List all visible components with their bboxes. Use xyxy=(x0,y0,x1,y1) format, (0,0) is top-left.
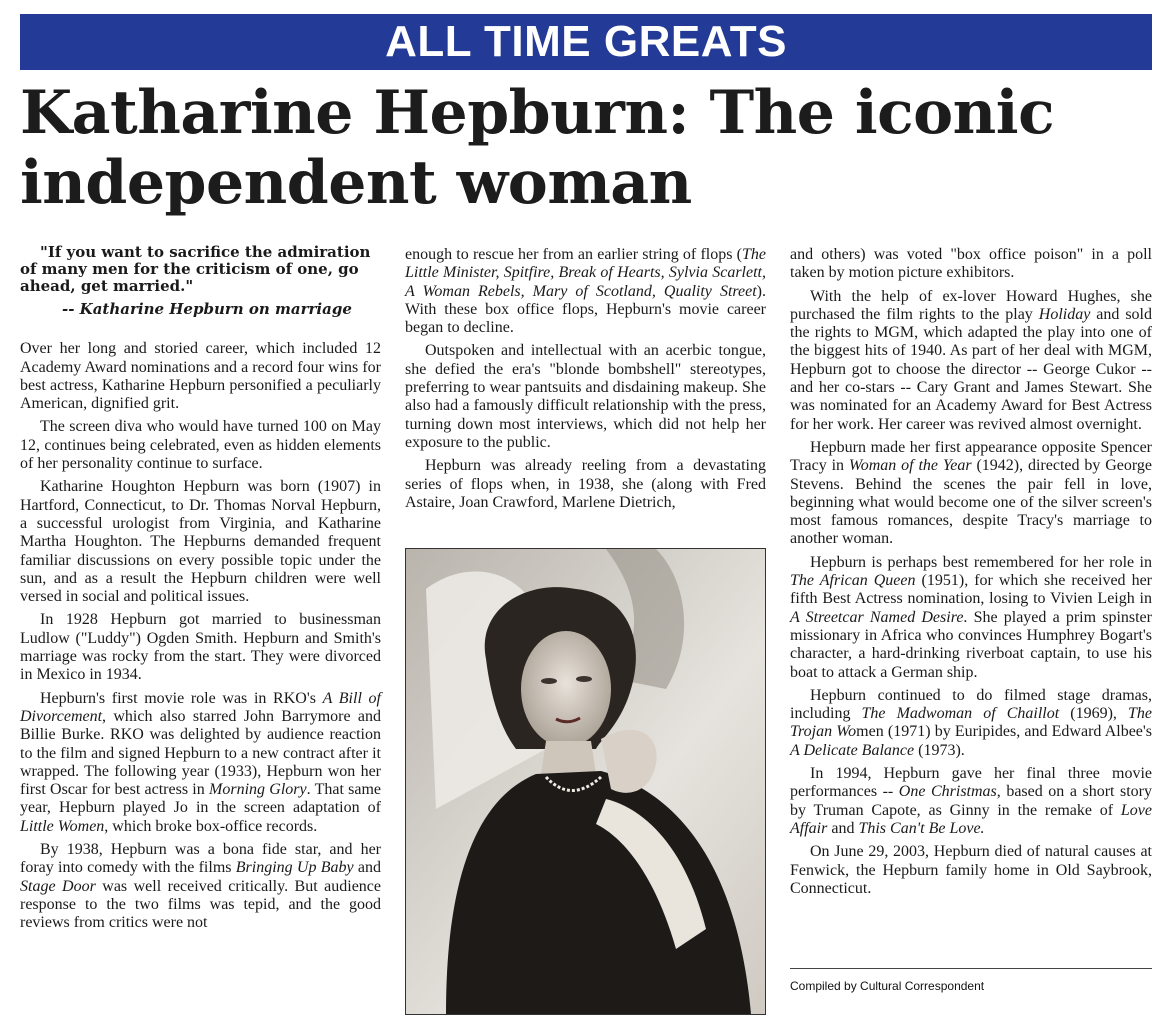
paragraph: With the help of ex-lover Howard Hughes, she purchased the film rights to the play Holiday and sold the rights to MGM, which adapted the play into one of the biggest hits of 1940. As part of her deal with MGM, Hepburn got to choose the director -- George Cukor -- and her co-stars -- Cary Grant and James Stewart. She was nominated for an Academy Award for Best Actress for her work. Her career was revived almost overnight. xyxy=(790,287,1152,433)
section-banner: ALL TIME GREATS xyxy=(20,14,1152,70)
paragraph: By 1938, Hepburn was a bona fide star, and her foray into comedy with the films Bringing Up Baby and Stage Door was well received critically. But audience response to the two films was tepid, and the good reviews from critics were not xyxy=(20,841,381,932)
article-column-1 xyxy=(20,244,381,938)
portrait-illustration xyxy=(406,549,765,1014)
paragraph: and others) was voted "box office poison" in a poll taken by motion picture exhibitors. xyxy=(790,246,1152,282)
paragraph: Over her long and storied career, which included 12 Academy Award nominations and a record four wins for best actress, Katharine Hepburn personified a peculiarly American, dignified grit. xyxy=(20,340,381,413)
paragraph: Hepburn's first movie role was in RKO's A Bill of Divorcement, which also starred John Barrymore and Billie Burke. RKO was delighted by audience reaction to the film and signed Hepburn to a new contract after it wrapped. The following year (1933), Hepburn won her first Oscar for best actress in Morning Glory. That same year, Hepburn played Jo in the screen adaptation of Little Women, which broke box-office records. xyxy=(20,689,382,835)
byline-credit: Compiled by Cultural Correspondent xyxy=(790,979,985,993)
paragraph: Hepburn is perhaps best remembered for her role in The African Queen (1951), for which she received her fifth Best Actress nomination, losing to Vivien Leigh in A Streetcar Named Desire. She played a prim spinster missionary in Africa who convinces Humphrey Bogart's character, a hard-drinking riverboat captain, to use his boat to attack a German ship. xyxy=(790,553,1152,681)
paragraph: Katharine Houghton Hepburn was born (1907) in Hartford, Connecticut, to Dr. Thomas Norval Hepburn, a successful urologist from Virginia, and Katharine Martha Houghton. The Hepburns demanded frequent familiar discussions on every possible topic under the sun, and as a result the Hepburn children were well versed in social and political issues. xyxy=(20,478,381,606)
credit-divider xyxy=(790,968,1152,969)
paragraph: Hepburn made her first appearance opposite Spencer Tracy in Woman of the Year (1942), directed by George Stevens. Behind the scenes the pair fell in love, beginning what would become one of the silver screen's most famous romances, despite Tracy's marriage to another woman. xyxy=(790,438,1152,548)
pull-quote: "If you want to sacrifice the admiration of many men for the criticism of one, go ahead, get married." xyxy=(20,243,371,295)
paragraph: In 1994, Hepburn gave her final three movie performances -- One Christmas, based on a short story by Truman Capote, as Ginny in the remake of Love Affair and This Can't Be Love. xyxy=(790,765,1153,837)
portrait-photo xyxy=(405,548,766,1015)
paragraph: On June 29, 2003, Hepburn died of natural causes at Fenwick, the Hepburn family home in Old Saybrook, Connecticut. xyxy=(790,843,1152,897)
quote-attribution: -- Katharine Hepburn on marriage xyxy=(62,300,352,318)
paragraph: The screen diva who would have turned 100 on May 12, continues being celebrated, even as hidden elements of her personality continue to surface. xyxy=(20,418,381,473)
article-column-2 xyxy=(405,246,766,517)
article-headline: Katharine Hepburn: The iconic independent woman xyxy=(20,78,1055,218)
paragraph: enough to rescue her from an earlier string of flops (The Little Minister, Spitfire, Break of Hearts, Sylvia Scarlett, A Woman Rebels, Mary of Scotland, Quality Street). With these box office flops, Hepburn's movie career began to decline. xyxy=(405,246,766,337)
article-column-3 xyxy=(790,246,1152,903)
paragraph: In 1928 Hepburn got married to businessman Ludlow ("Luddy") Ogden Smith. Hepburn and Smith's marriage was rocky from the start. They were divorced in Mexico in 1934. xyxy=(20,611,381,684)
paragraph: Hepburn was already reeling from a devastating series of flops when, in 1938, she (along with Fred Astaire, Joan Crawford, Marlene Dietrich, xyxy=(405,457,766,511)
paragraph: Outspoken and intellectual with an acerbic tongue, she defied the era's "blonde bombshell" stereotypes, preferring to wear pantsuits and disdaining makeup. She also had a famously difficult relationship with the press, turning down most interviews, which did not help her exposure to the public. xyxy=(405,342,766,451)
paragraph: Hepburn continued to do filmed stage dramas, including The Madwoman of Chaillot (1969), The Trojan Women (1971) by Euripides, and Edward Albee's A Delicate Balance (1973). xyxy=(790,686,1153,759)
